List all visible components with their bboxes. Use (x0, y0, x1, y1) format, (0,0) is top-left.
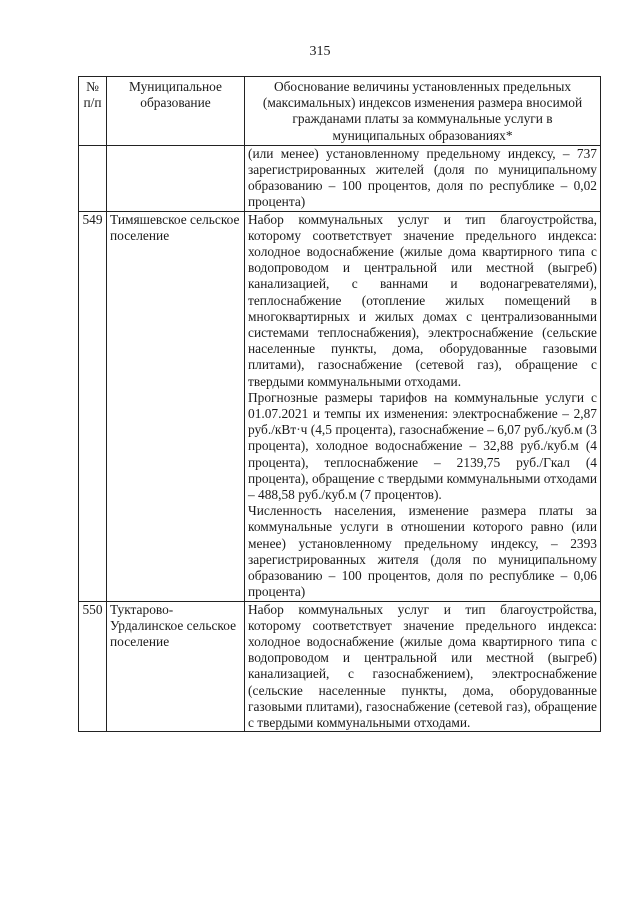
header-num: № п/п (79, 77, 107, 146)
tariff-forecast-paragraph: Прогнозные размеры тарифов на коммунальные услуги с 01.07.2021 и темпы их изменения: электроснабжение – 2,87 руб./кВт·ч (4,5 процента), газоснабжение – 6,07 руб./куб.м (3 процента), холодное водоснабжение – 32,88 руб./куб.м (4 процента), теплоснабжение – 2139,75 руб./Гкал (4 процента), обращение с твердыми коммунальными отходами – 488,58 руб./куб.м (7 процентов). (248, 389, 597, 503)
header-justification: Обоснование величины установленных предельных (максимальных) индексов изменения размера вносимой гражданами платы за коммунальные услуги в муниципальных образованиях* (245, 77, 601, 146)
continuation-justification (245, 145, 601, 211)
row-number: 549 (79, 211, 107, 601)
row-municipality: Туктарово-Урдалинское сельское поселение (107, 601, 245, 732)
table-row (79, 211, 601, 601)
population-paragraph: Численность населения, изменение размера платы за коммунальные услуги в отношении которого равно (или менее) установленному предельному индексу, – 2393 зарегистрированных жителя (доля по муниципальному образованию – 100 процентов, доля по республике – 0,06 процента) (248, 503, 597, 600)
page-number: 315 (309, 44, 331, 59)
continuation-num-cell (79, 145, 107, 211)
row-municipality: Тимяшевское сельское поселение (107, 211, 245, 601)
row-justification (245, 211, 601, 601)
continuation-municipality-cell (107, 145, 245, 211)
row-number: 550 (79, 601, 107, 732)
utility-set-paragraph: Набор коммунальных услуг и тип благоустройства, которому соответствует значение предельного индекса: холодное водоснабжение (жилые дома квартирного типа с водопроводом и центральной или местной (выгреб) канализацией, с газоснабжением), электроснабжение (сельские населенные пункты, дома, оборудованные газовыми плитами), газоснабжение (сетевой газ), обращение с твердыми коммунальными отходами. (248, 601, 597, 730)
continuation-row (79, 145, 601, 211)
row-justification (245, 601, 601, 732)
utility-set-paragraph: Набор коммунальных услуг и тип благоустройства, которому соответствует значение предельного индекса: холодное водоснабжение (жилые дома квартирного типа с водопроводом и центральной или местной (выгреб) канализацией, с ваннами и водонагревателями), теплоснабжение (отопление жилых помещений в многоквартирных и жилых домах с централизованными системами теплоснабжения), электроснабжение (сельские населенные пункты, дома, оборудованные газовыми плитами), газоснабжение (сетевой газ), обращение с твердыми коммунальными отходами. (248, 211, 597, 389)
continuation-text: (или менее) установленному предельному индексу, – 737 зарегистрированных жителей (доля по муниципальному образованию – 100 процентов, доля по республике – 0,02 процента) (248, 145, 597, 210)
table-header-row (79, 77, 601, 146)
tariff-index-table (78, 76, 601, 732)
table-row (79, 601, 601, 732)
header-municipality: Муниципальное образование (107, 77, 245, 146)
